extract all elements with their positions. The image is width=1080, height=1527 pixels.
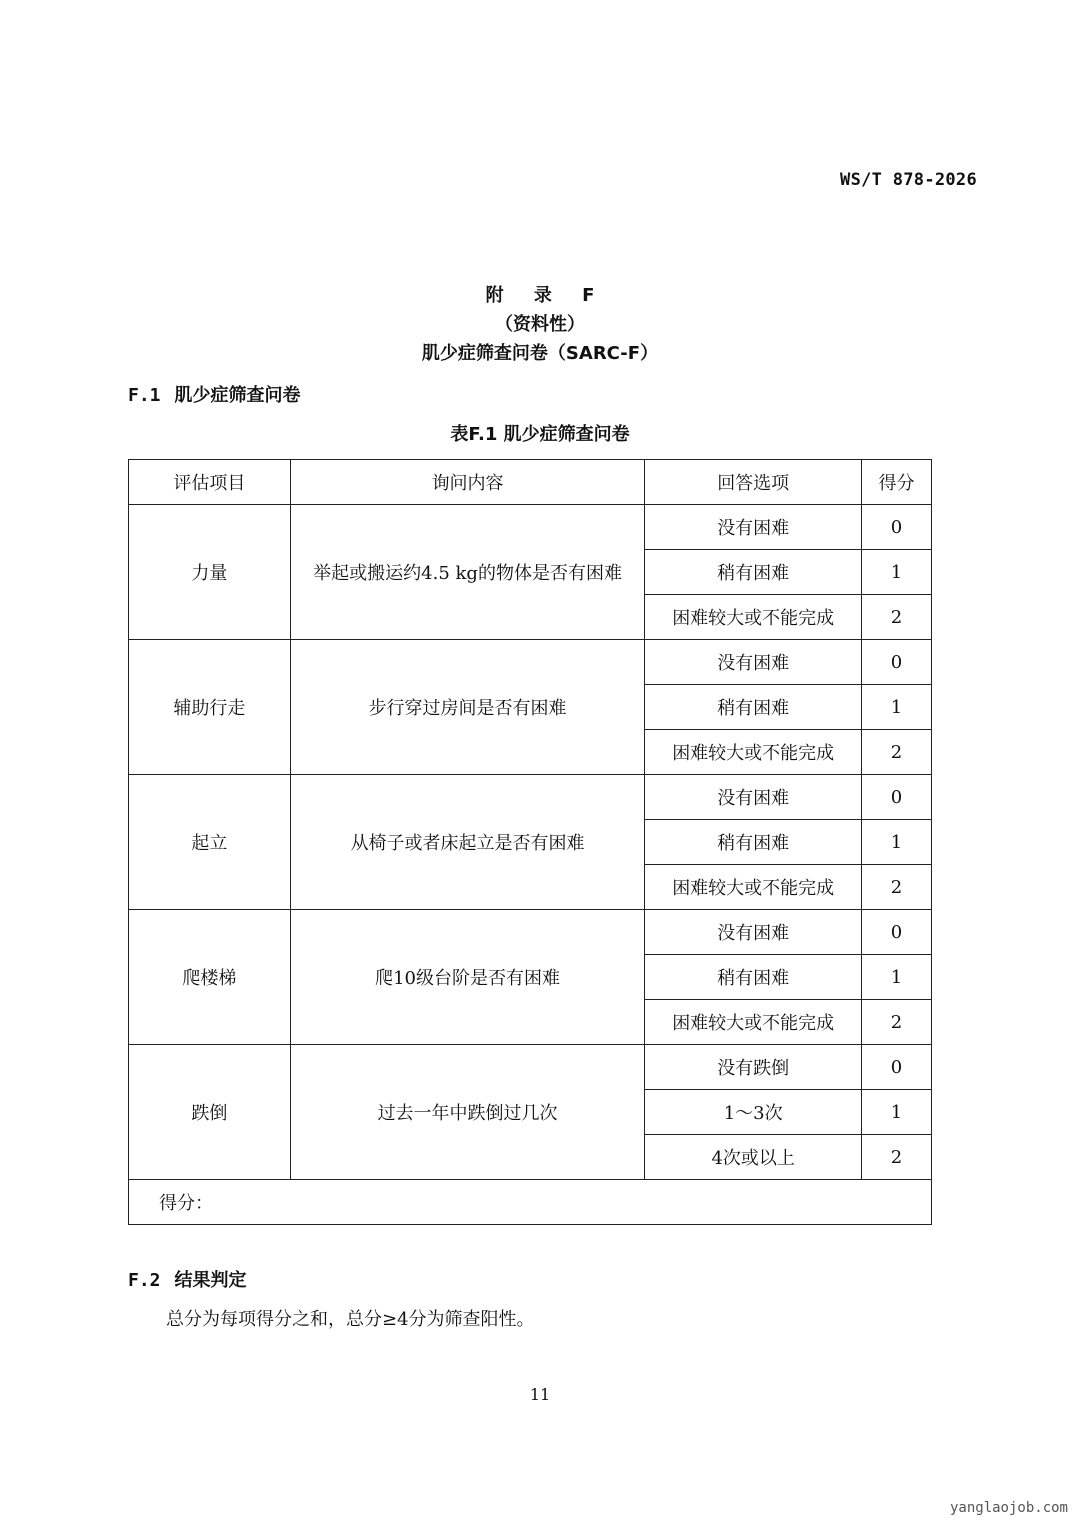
item-cell: 辅助行走 [129, 640, 291, 775]
answer-cell: 稍有困难 [645, 820, 862, 865]
answer-cell: 1～3次 [645, 1090, 862, 1135]
table-row [129, 640, 932, 685]
section-f1-number: F.1 [128, 385, 161, 406]
item-cell: 起立 [129, 775, 291, 910]
score-cell: 0 [862, 910, 932, 955]
header-score: 得分 [862, 460, 932, 505]
header-question: 询问内容 [290, 460, 645, 505]
section-f2-number: F.2 [128, 1270, 161, 1291]
table-row [129, 910, 932, 955]
sarc-f-table [128, 459, 932, 1225]
score-cell: 1 [862, 1090, 932, 1135]
score-cell: 2 [862, 1135, 932, 1180]
total-row [129, 1180, 932, 1225]
answer-cell: 困难较大或不能完成 [645, 865, 862, 910]
table-row [129, 1045, 932, 1090]
score-cell: 0 [862, 505, 932, 550]
answer-cell: 稍有困难 [645, 685, 862, 730]
score-cell: 1 [862, 550, 932, 595]
question-cell: 举起或搬运约4.5 kg的物体是否有困难 [290, 505, 645, 640]
header-item: 评估项目 [129, 460, 291, 505]
section-f1-heading [128, 381, 301, 407]
appendix-subtitle: 肌少症筛查问卷（SARC-F） [421, 343, 659, 364]
appendix-nature: （资料性） [495, 314, 585, 335]
item-cell: 爬楼梯 [129, 910, 291, 1045]
score-cell: 1 [862, 955, 932, 1000]
score-cell: 2 [862, 1000, 932, 1045]
answer-cell: 没有困难 [645, 775, 862, 820]
answer-cell: 没有跌倒 [645, 1045, 862, 1090]
standard-code: WS/T 878-2026 [840, 170, 977, 190]
score-cell: 0 [862, 775, 932, 820]
section-f2-heading [128, 1266, 247, 1292]
section-f2-title: 结果判定 [174, 1270, 247, 1291]
answer-cell: 没有困难 [645, 910, 862, 955]
question-cell: 从椅子或者床起立是否有困难 [290, 775, 645, 910]
table-row [129, 505, 932, 550]
answer-cell: 没有困难 [645, 640, 862, 685]
table-row [129, 775, 932, 820]
question-cell: 爬10级台阶是否有困难 [290, 910, 645, 1045]
score-cell: 0 [862, 640, 932, 685]
answer-cell: 没有困难 [645, 505, 862, 550]
table-caption: 表F.1 肌少症筛查问卷 [450, 424, 630, 445]
score-cell: 0 [862, 1045, 932, 1090]
answer-cell: 稍有困难 [645, 550, 862, 595]
score-cell: 1 [862, 820, 932, 865]
appendix-title: 附 录 F [485, 285, 607, 306]
table-header-row [129, 460, 932, 505]
item-cell: 力量 [129, 505, 291, 640]
answer-cell: 稍有困难 [645, 955, 862, 1000]
watermark-text: yanglaojob.com [949, 1500, 1068, 1516]
score-cell: 2 [862, 730, 932, 775]
total-score-cell: 得分： [129, 1180, 932, 1225]
appendix-header [0, 281, 1080, 368]
question-cell: 过去一年中跌倒过几次 [290, 1045, 645, 1180]
section-f1-title: 肌少症筛查问卷 [174, 385, 301, 406]
answer-cell: 困难较大或不能完成 [645, 595, 862, 640]
item-cell: 跌倒 [129, 1045, 291, 1180]
header-answer: 回答选项 [645, 460, 862, 505]
score-cell: 2 [862, 595, 932, 640]
page-number: 11 [529, 1385, 551, 1404]
answer-cell: 困难较大或不能完成 [645, 1000, 862, 1045]
score-cell: 1 [862, 685, 932, 730]
answer-cell: 困难较大或不能完成 [645, 730, 862, 775]
question-cell: 步行穿过房间是否有困难 [290, 640, 645, 775]
score-cell: 2 [862, 865, 932, 910]
answer-cell: 4次或以上 [645, 1135, 862, 1180]
result-criteria-text: 总分为每项得分之和，总分≥4分为筛查阳性。 [166, 1309, 535, 1330]
